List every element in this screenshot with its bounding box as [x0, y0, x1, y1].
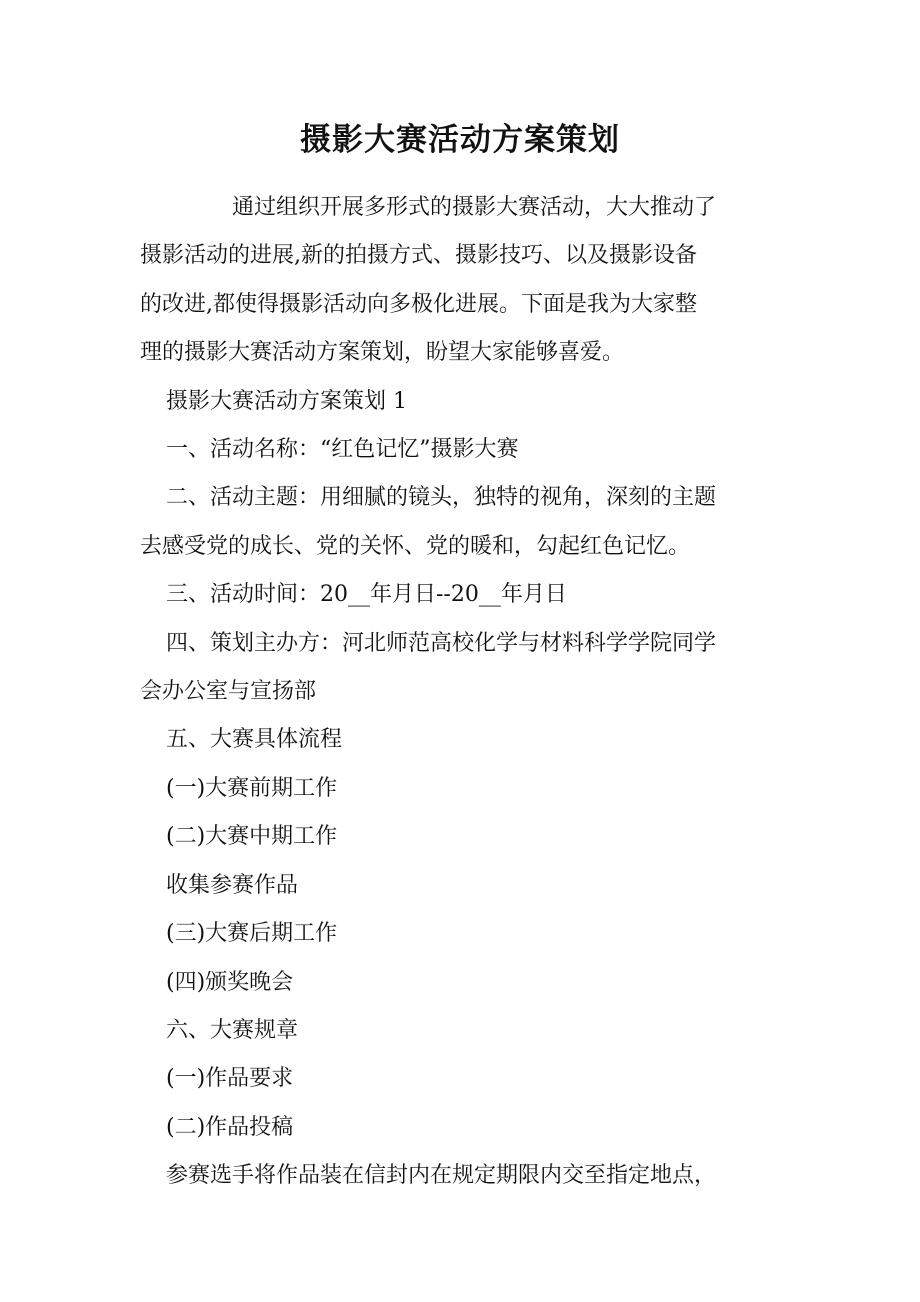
paragraph-line: (一)作品要求 — [166, 1066, 294, 1092]
paragraph-line: 收集参赛作品 — [166, 872, 299, 898]
paragraph-line: 理的摄影大赛活动方案策划，盼望大家能够喜爱。 — [140, 340, 625, 366]
document-body — [140, 184, 782, 1201]
paragraph-line: (二)大赛中期工作 — [166, 824, 338, 850]
paragraph-line: 去感受党的成长、党的关怀、党的暖和，勾起红色记忆。 — [140, 533, 691, 559]
paragraph-line: 会办公室与宣扬部 — [140, 679, 317, 705]
paragraph-line: 三、活动时间：20__年月日--20__年月日 — [166, 582, 567, 608]
paragraph-line: 五、大赛具体流程 — [166, 727, 343, 753]
paragraph-line: 六、大赛规章 — [166, 1017, 299, 1043]
paragraph-line: 参赛选手将作品装在信封内在规定期限内交至指定地点， — [166, 1163, 717, 1189]
document-title: 摄影大赛活动方案策划 — [300, 122, 620, 158]
paragraph-line: (二)作品投稿 — [166, 1114, 294, 1140]
paragraph-line: 摄影活动的进展,新的拍摄方式、摄影技巧、以及摄影设备 — [140, 243, 697, 269]
paragraph-line: 二、活动主题：用细腻的镜头，独特的视角，深刻的主题 — [166, 485, 717, 511]
paragraph-line: 的改进,都使得摄影活动向多极化进展。下面是我为大家整 — [140, 291, 697, 317]
paragraph-line: 一、活动名称：“红色记忆”摄影大赛 — [166, 437, 519, 463]
paragraph-line: (三)大赛后期工作 — [166, 921, 338, 947]
section-heading: 摄影大赛活动方案策划 1 — [166, 388, 407, 414]
paragraph-line: (一)大赛前期工作 — [166, 775, 338, 801]
paragraph-line: 通过组织开展多形式的摄影大赛活动，大大推动了 — [232, 195, 717, 220]
paragraph-line: 四、策划主办方：河北师范高校化学与材料科学学院同学 — [166, 630, 717, 656]
paragraph-line: (四)颁奖晚会 — [166, 969, 294, 995]
